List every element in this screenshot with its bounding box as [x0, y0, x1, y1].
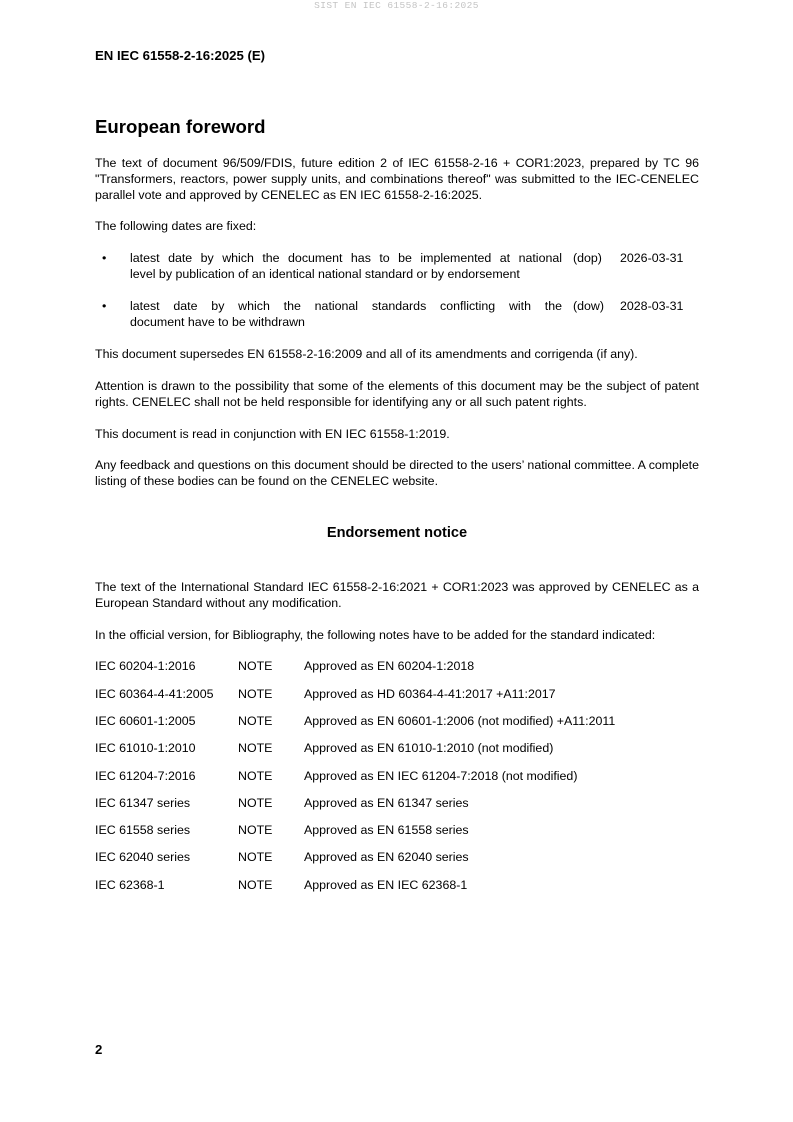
- endorsement-text: The text of the International Standard IEC 61558-2-16:2021 + COR1:2023 was approved by CENELEC as a European Standard without any modification.: [95, 579, 699, 610]
- standard-cell: IEC 61558 series: [95, 823, 191, 838]
- approval-cell: Approved as EN IEC 62368-1: [304, 877, 468, 892]
- note-label-cell: NOTE: [238, 741, 273, 756]
- notes-table: [95, 659, 699, 905]
- dates-intro: The following dates are fixed:: [95, 219, 257, 234]
- bullet-icon: •: [102, 299, 107, 314]
- table-row: [95, 850, 699, 877]
- standard-cell: IEC 61204-7:2016: [95, 768, 196, 783]
- table-row: [95, 714, 699, 741]
- approval-cell: Approved as HD 60364-4-41:2017 +A11:2017: [304, 686, 556, 701]
- dates-list: [95, 251, 699, 331]
- note-label-cell: NOTE: [238, 877, 273, 892]
- date-description-line: level by publication of an identical national standard or by endorsement: [130, 266, 520, 281]
- date-description-line: document have to be withdrawn: [130, 314, 305, 329]
- standard-cell: IEC 62368-1: [95, 877, 165, 892]
- standard-cell: IEC 61010-1:2010: [95, 741, 196, 756]
- table-row: [95, 796, 699, 823]
- feedback-paragraph: Any feedback and questions on this document should be directed to the users’ national committee. A complete listing of these bodies can be found on the CENELEC website.: [95, 458, 699, 489]
- standard-cell: IEC 60601-1:2005: [95, 713, 196, 728]
- date-description-line: latest date by which the national standards conflicting with the: [130, 299, 562, 314]
- note-label-cell: NOTE: [238, 795, 273, 810]
- supersedes-paragraph: This document supersedes EN 61558-2-16:2009 and all of its amendments and corrigenda (if any).: [95, 347, 638, 362]
- page-number: 2: [95, 1042, 103, 1057]
- bullet-icon: •: [102, 251, 107, 266]
- date-item-dop: [95, 251, 699, 283]
- table-row: [95, 823, 699, 850]
- approval-cell: Approved as EN 61010-1:2010 (not modified): [304, 741, 554, 756]
- conjunction-paragraph: This document is read in conjunction with EN IEC 61558-1:2019.: [95, 426, 450, 441]
- watermark: SIST EN IEC 61558-2-16:2025: [314, 0, 479, 11]
- document-id: EN IEC 61558-2-16:2025 (E): [95, 48, 266, 63]
- standard-cell: IEC 60204-1:2016: [95, 659, 196, 674]
- note-label-cell: NOTE: [238, 713, 273, 728]
- note-label-cell: NOTE: [238, 768, 273, 783]
- table-row: [95, 878, 699, 905]
- date-code: (dop): [573, 251, 602, 266]
- date-description-line: latest date by which the document has to be implemented at national: [130, 251, 562, 266]
- standard-cell: IEC 62040 series: [95, 850, 191, 865]
- approval-cell: Approved as EN 60204-1:2018: [304, 659, 475, 674]
- bibliography-note: In the official version, for Bibliography, the following notes have to be added for the standard indicated:: [95, 627, 656, 642]
- note-label-cell: NOTE: [238, 850, 273, 865]
- date-value: 2028-03-31: [620, 299, 684, 314]
- page-content: [95, 116, 699, 905]
- table-row: [95, 741, 699, 768]
- standard-cell: IEC 61347 series: [95, 795, 191, 810]
- note-label-cell: NOTE: [238, 823, 273, 838]
- date-description: [130, 251, 562, 283]
- table-row: [95, 769, 699, 796]
- date-description: [130, 299, 562, 331]
- date-code: (dow): [573, 299, 604, 314]
- standard-cell: IEC 60364-4-41:2005: [95, 686, 214, 701]
- table-row: [95, 659, 699, 686]
- note-label-cell: NOTE: [238, 659, 273, 674]
- approval-cell: Approved as EN 62040 series: [304, 850, 469, 865]
- endorsement-title: Endorsement notice: [326, 524, 468, 541]
- table-row: [95, 687, 699, 714]
- approval-cell: Approved as EN 61347 series: [304, 795, 469, 810]
- foreword-intro: The text of document 96/509/FDIS, future edition 2 of IEC 61558-2-16 + COR1:2023, prepared by TC 96 "Transformers, reactors, power supply units, and combinations thereof" was submitted to the IEC-CENELEC parallel vote and approved by CENELEC as EN IEC 61558-2-16:2025.: [95, 156, 699, 202]
- approval-cell: Approved as EN IEC 61204-7:2018 (not modified): [304, 768, 578, 783]
- date-value: 2026-03-31: [620, 251, 684, 266]
- foreword-title: European foreword: [95, 116, 266, 137]
- approval-cell: Approved as EN 60601-1:2006 (not modified) +A11:2011: [304, 713, 616, 728]
- patent-paragraph: Attention is drawn to the possibility that some of the elements of this document may be the subject of patent rights. CENELEC shall not be held responsible for identifying any or all such patent rights.: [95, 378, 699, 409]
- note-label-cell: NOTE: [238, 686, 273, 701]
- date-item-dow: [95, 299, 699, 331]
- approval-cell: Approved as EN 61558 series: [304, 823, 469, 838]
